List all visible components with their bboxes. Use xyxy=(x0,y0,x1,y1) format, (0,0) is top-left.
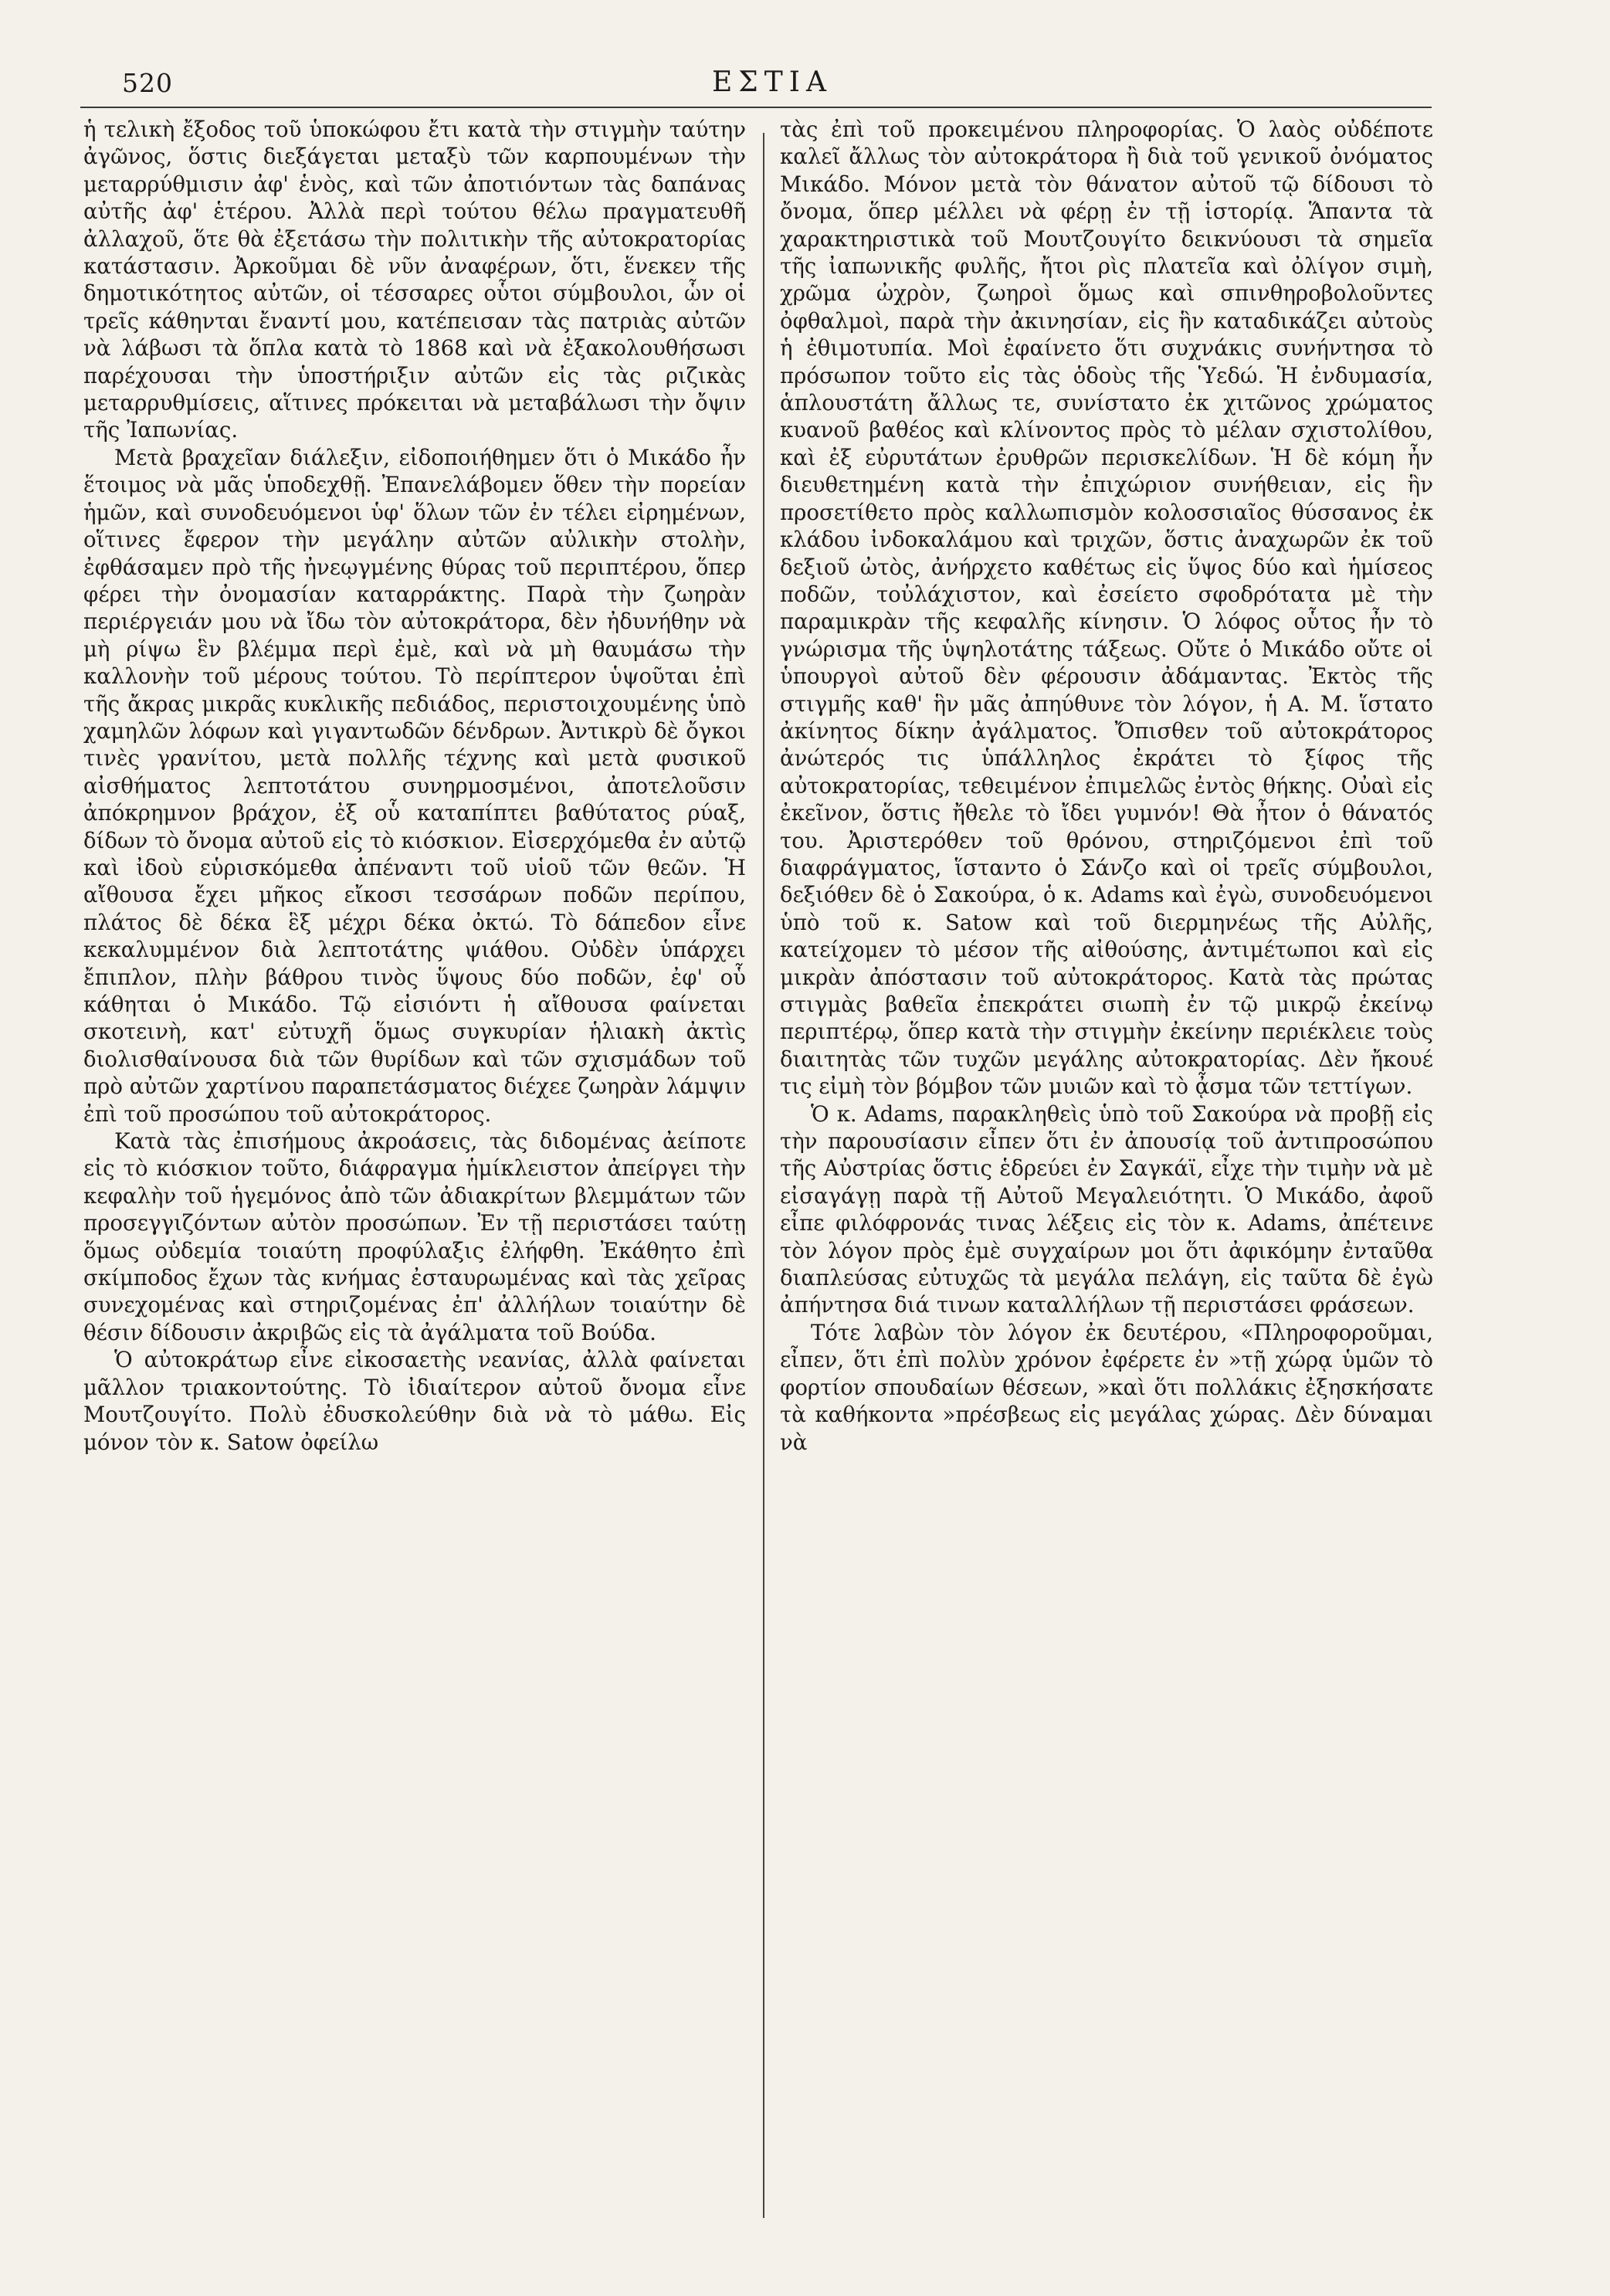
page-number: 520 xyxy=(122,68,173,98)
paragraph: Τότε λαβὼν τὸν λόγον ἐκ δευτέρου, «Πληροφοροῦμαι, εἶπεν, ὅτι ἐπὶ πολὺν χρόνον ἐφέρετε ἐν »τῇ χώρᾳ ὑμῶν τὸ φορτίον σπουδαίων θέσεων, »καὶ ὅτι πολλάκις ἐξησκήσατε τὰ καθήκοντα »πρέσβεως εἰς μεγάλας χώρας. Δὲν δύναμαι νὰ xyxy=(780,1319,1433,1455)
paragraph: τὰς ἐπὶ τοῦ προκειμένου πληροφορίας. Ὁ λαὸς οὐδέποτε καλεῖ ἄλλως τὸν αὐτοκράτορα ἢ διὰ τοῦ γενικοῦ ὀνόματος Μικάδο. Μόνον μετὰ τὸν θάνατον αὐτοῦ τῷ δίδουσι τὸ ὄνομα, ὅπερ μέλλει νὰ φέρῃ ἐν τῇ ἱστορίᾳ. Ἅπαντα τὰ χαρακτηριστικὰ τοῦ Μουτζουγίτο δεικνύουσι τὰ σημεῖα τῆς ἰαπωνικῆς φυλῆς, ἤτοι ρὶς πλατεῖα καὶ ὀλίγον σιμὴ, χρῶμα ὠχρὸν, ζωηροὶ ὅμως καὶ σπινθηροβολοῦντες ὀφθαλμοὶ, παρὰ τὴν ἀκινησίαν, εἰς ἣν καταδικάζει αὐτοὺς ἡ ἐθιμοτυπία. Μοὶ ἐφαίνετο ὅτι συχνάκις συνήντησα τὸ πρόσωπον τοῦτο εἰς τὰς ὁδοὺς τῆς Ὑεδώ. Ἡ ἐνδυμασία, ἁπλουστάτη ἄλλως τε, συνίστατο ἐκ χιτῶνος χρώματος κυανοῦ βαθέος καὶ κλίνοντος πρὸς τὸ μέλαν σχιστολίθου, καὶ ἐξ εὐρυτάτων ἐρυθρῶν περισκελίδων. Ἡ δὲ κόμη ἦν διευθετημένη κατὰ τὴν ἐπιχώριον συνήθειαν, εἰς ἣν προσετίθετο πρὸς καλλωπισμὸν κολοσσιαῖος θύσσανος ἐκ κλάδου ἰνδοκαλάμου καὶ τριχῶν, ὅστις ἀναχωρῶν ἐκ τοῦ δεξιοῦ ὠτὸς, ἀνήρχετο καθέτως εἰς ὕψος δύο καὶ ἡμίσεος ποδῶν, τοὐλάχιστον, καὶ ἐσείετο σφοδρότατα μὲ τὴν παραμικρὰν τῆς κεφαλῆς κίνησιν. Ὁ λόφος οὗτος ἦν τὸ γνώρισμα τῆς ὑψηλοτάτης τάξεως. Οὔτε ὁ Μικάδο οὔτε οἱ ὑπουργοὶ αὐτοῦ δὲν φέρουσιν ἀδάμαντας. Ἐκτὸς τῆς στιγμῆς καθ' ἣν μᾶς ἀπηύθυνε τὸν λόγον, ἡ Α. Μ. ἵστατο ἀκίνητος δίκην ἀγάλματος. Ὄπισθεν τοῦ αὐτοκράτορος ἀνώτερός τις ὑπάλληλος ἐκράτει τὸ ξίφος τῆς αὐτοκρατορίας, τεθειμένον ἐπιμελῶς ἐντὸς θήκης. Οὐαὶ εἰς ἐκεῖνον, ὅστις ἤθελε τὸ ἴδει γυμνόν! Θὰ ἦτον ὁ θάνατός του. Ἀριστερόθεν τοῦ θρόνου, στηριζόμενοι ἐπὶ τοῦ διαφράγματος, ἵσταντο ὁ Σάνζο καὶ οἱ τρεῖς σύμβουλοι, δεξιόθεν δὲ ὁ Σακούρα, ὁ κ. Adams καὶ ἐγὼ, συνοδευόμενοι ὑπὸ τοῦ κ. Satow καὶ τοῦ διερμηνέως τῆς Αὐλῆς, κατείχομεν τὸ μέσον τῆς αἰθούσης, ἀντιμέτωποι καὶ εἰς μικρὰν ἀπόστασιν τοῦ αὐτοκράτορος. Κατὰ τὰς πρώτας στιγμὰς βαθεῖα ἐπεκράτει σιωπὴ ἐν τῷ μικρῷ ἐκείνῳ περιπτέρῳ, ὅπερ κατὰ τὴν στιγμὴν ἐκείνην περιέκλειε τοὺς διαιτητὰς τῶν τυχῶν μεγάλης αὐτοκρατορίας. Δὲν ἤκουέ τις εἰμὴ τὸν βόμβον τῶν μυιῶν καὶ τὸ ᾆσμα τῶν τεττίγων. xyxy=(780,117,1433,1100)
right-column xyxy=(780,116,1433,1456)
page-header xyxy=(116,63,1429,107)
paragraph: Ὁ κ. Adams, παρακληθεὶς ὑπὸ τοῦ Σακούρα νὰ προβῇ εἰς τὴν παρουσίασιν εἶπεν ὅτι ἐν ἀπουσίᾳ τοῦ ἀντιπροσώπου τῆς Αὐστρίας ὅστις ἑδρεύει ἐν Σαγκάϊ, εἶχε τὴν τιμὴν νὰ μὲ εἰσαγάγῃ παρὰ τῇ Αὐτοῦ Μεγαλειότητι. Ὁ Μικάδο, ἀφοῦ εἶπε φιλόφρονάς τινας λέξεις εἰς τὸν κ. Adams, ἀπέτεινε τὸν λόγον πρὸς ἐμὲ συγχαίρων μοι ὅτι ἀφικόμην ἐνταῦθα διαπλεύσας εὐτυχῶς τὰ μεγάλα πελάγη, εἰς ταῦτα δὲ ἐγὼ ἀπήντησα διά τινων καταλλήλων τῇ περιστάσει φράσεων. xyxy=(780,1101,1433,1318)
header-rule xyxy=(80,107,1432,108)
paragraph: Ὁ αὐτοκράτωρ εἶνε εἰκοσαετὴς νεανίας, ἀλλὰ φαίνεται μᾶλλον τριακοντούτης. Τὸ ἰδιαίτερον αὐτοῦ ὄνομα εἶνε Μουτζουγίτο. Πολὺ ἐδυσκολεύθην διὰ νὰ τὸ μάθω. Εἰς μόνον τὸν κ. Satow ὀφείλω xyxy=(83,1347,746,1455)
paragraph: Κατὰ τὰς ἐπισήμους ἀκροάσεις, τὰς διδομένας ἀείποτε εἰς τὸ κιόσκιον τοῦτο, διάφραγμα ἡμίκλειστον ἀπείργει τὴν κεφαλὴν τοῦ ἡγεμόνος ἀπὸ τῶν ἀδιακρίτων βλεμμάτων τῶν προσεγγιζόντων αὐτὸν προσώπων. Ἐν τῇ περιστάσει ταύτῃ ὅμως οὐδεμία τοιαύτη προφύλαξις ἐλήφθη. Ἐκάθητο ἐπὶ σκίμποδος ἔχων τὰς κνήμας ἐσταυρωμένας καὶ τὰς χεῖρας συνεχομένας καὶ στηριζομένας ἐπ' ἀλλήλων τοιαύτην δὲ θέσιν δίδουσιν ἀκριβῶς εἰς τὰ ἀγάλματα τοῦ Βούδα. xyxy=(83,1128,746,1345)
column-divider xyxy=(763,133,764,2218)
paragraph: ἡ τελικὴ ἔξοδος τοῦ ὑποκώφου ἔτι κατὰ τὴν στιγμὴν ταύτην ἀγῶνος, ὅστις διεξάγεται μεταξὺ τῶν καρπουμένων τὴν μεταρρύθμισιν ἀφ' ἑνὸς, καὶ τῶν ἀποτιόντων τὰς δαπάνας αὐτῆς ἀφ' ἑτέρου. Ἀλλὰ περὶ τούτου θέλω πραγματευθῆ ἀλλαχοῦ, ὅτε θὰ ἐξετάσω τὴν πολιτικὴν τῆς αὐτοκρατορίας κατάστασιν. Ἀρκοῦμαι δὲ νῦν ἀναφέρων, ὅτι, ἕνεκεν τῆς δημοτικότητος αὐτῶν, οἱ τέσσαρες οὗτοι σύμβουλοι, ὧν οἱ τρεῖς κάθηνται ἔναντί μου, κατέπεισαν τὰς πατριὰς αὐτῶν νὰ λάβωσι τὰ ὅπλα κατὰ τὸ 1868 καὶ νὰ ἐξακολουθήσωσι παρέχουσαι τὴν ὑποστήριξιν αὐτῶν εἰς τὰς ριζικὰς μεταρρυθμίσεις, αἵτινες πρόκειται νὰ μεταβάλωσι τὴν ὄψιν τῆς Ἰαπωνίας. xyxy=(83,117,746,443)
running-title: ΕΣΤΙΑ xyxy=(712,66,832,98)
paragraph: Μετὰ βραχεῖαν διάλεξιν, εἰδοποιήθημεν ὅτι ὁ Μικάδο ἦν ἕτοιμος νὰ μᾶς ὑποδεχθῇ. Ἐπανελάβομεν ὅθεν τὴν πορείαν ἡμῶν, καὶ συνοδευόμενοι ὑφ' ὅλων τῶν ἐν τέλει εἰρημένων, οἵτινες ἔφερον τὴν μεγάλην αὐτῶν αὐλικὴν στολὴν, ἐφθάσαμεν πρὸ τῆς ἠνεῳγμένης θύρας τοῦ περιπτέρου, ὅπερ φέρει τὴν ὀνομασίαν καταρράκτης. Παρὰ τὴν ζωηρὰν περιέργειάν μου νὰ ἴδω τὸν αὐτοκράτορα, δὲν ἠδυνήθην νὰ μὴ ρίψω ἓν βλέμμα περὶ ἐμὲ, καὶ νὰ μὴ θαυμάσω τὴν καλλονὴν τοῦ μέρους τούτου. Τὸ περίπτερον ὑψοῦται ἐπὶ τῆς ἄκρας μικρᾶς κυκλικῆς πεδιάδος, περιστοιχουμένης ὑπὸ χαμηλῶν λόφων καὶ γιγαντωδῶν δένδρων. Ἀντικρὺ δὲ ὄγκοι τινὲς γρανίτου, μετὰ πολλῆς τέχνης καὶ μετὰ φυσικοῦ αἰσθήματος λεπτοτάτου συνηρμοσμένοι, ἀποτελοῦσιν ἀπόκρημνον βράχον, ἐξ οὗ καταπίπτει βαθύτατος ρύαξ, δίδων τὸ ὄνομα αὐτοῦ εἰς τὸ κιόσκιον. Εἰσερχόμεθα ἐν αὐτῷ καὶ ἰδοὺ εὑρισκόμεθα ἀπέναντι τοῦ υἱοῦ τῶν θεῶν. Ἡ αἴθουσα ἔχει μῆκος εἴκοσι τεσσάρων ποδῶν περίπου, πλάτος δὲ δέκα ἓξ μέχρι δέκα ὀκτώ. Τὸ δάπεδον εἶνε κεκαλυμμένον διὰ λεπτοτάτης ψιάθου. Οὐδὲν ὑπάρχει ἔπιπλον, πλὴν βάθρου τινὸς ὕψους δύο ποδῶν, ἐφ' οὗ κάθηται ὁ Μικάδο. Τῷ εἰσιόντι ἡ αἴθουσα φαίνεται σκοτεινὴ, κατ' εὐτυχῆ ὅμως συγκυρίαν ἡλιακὴ ἀκτὶς διολισθαίνουσα διὰ τῶν θυρίδων καὶ τῶν σχισμάδων τοῦ πρὸ αὐτῶν χαρτίνου παραπετάσματος διέχεε ζωηρὰν λάμψιν ἐπὶ τοῦ προσώπου τοῦ αὐτοκράτορος. xyxy=(83,444,747,1127)
left-column xyxy=(83,116,746,1456)
